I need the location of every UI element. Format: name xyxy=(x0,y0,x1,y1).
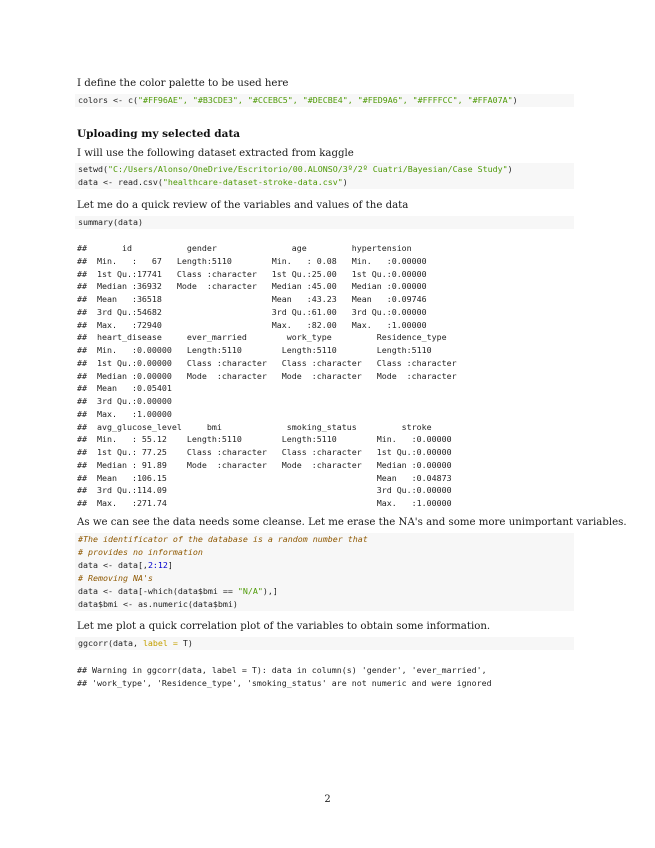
output-line: ## 3rd Qu.:54682 3rd Qu.:61.00 3rd Qu.:0.00000 xyxy=(77,306,427,317)
output-line: ## Max. :72940 Max. :82.00 Max. :1.00000 xyxy=(77,319,427,330)
output-line: ## 1st Qu.: 77.25 Class :character Class :character 1st Qu.:0.00000 xyxy=(77,447,452,457)
code-token: data <- data[-which(data$bmi == xyxy=(78,586,238,596)
output-line: ## Mean :0.05401 xyxy=(77,383,172,394)
review-intro-text: Let me do a quick review of the variables and values of the data xyxy=(77,200,409,211)
code-line xyxy=(78,94,574,107)
code-token: colors <- c( xyxy=(78,95,138,105)
cleanse-intro-text: As we can see the data needs some cleanse. Let me erase the NA's and some more unimportant variables. xyxy=(77,517,627,528)
output-line: ## Median :36932 Mode :character Median :45.00 Median :0.00000 xyxy=(77,281,427,292)
dataset-intro-text: I will use the following dataset extracted from kaggle xyxy=(77,148,354,159)
code-line: data$bmi <- as.numeric(data$bmi) xyxy=(78,599,238,609)
output-line: ## Mean :106.15 Mean :0.04873 xyxy=(77,472,452,483)
warning-output xyxy=(77,664,492,690)
code-line xyxy=(78,637,574,650)
output-line: ## Warning in ggcorr(data, label = T): data in column(s) 'gender', 'ever_married', xyxy=(77,665,487,675)
output-line: ## 1st Qu.:0.00000 Class :character Class :character Class :character xyxy=(77,357,457,368)
summary-code-block xyxy=(75,216,574,229)
code-comment: # Removing NA's xyxy=(78,573,153,583)
code-string: "#FF96AE", "#B3CDE3", "#CCEBC5", "#DECBE4", "#FED9A6", "#FFFFCC", "#FFA07A" xyxy=(137,95,513,105)
palette-intro-text: I define the color palette to be used here xyxy=(77,78,289,89)
output-line: ## 3rd Qu.:114.09 3rd Qu.:0.00000 xyxy=(77,485,452,496)
output-line: ## avg_glucose_level bmi smoking_status stroke xyxy=(77,421,432,432)
setwd-code-block xyxy=(75,163,574,189)
code-line: summary(data) xyxy=(78,217,143,227)
code-comment: #The identificator of the database is a random number that xyxy=(78,534,368,544)
colors-code-block xyxy=(75,94,574,107)
code-token: T) xyxy=(182,638,193,648)
code-token: data <- read.csv( xyxy=(78,177,163,187)
plot-intro-text: Let me plot a quick correlation plot of the variables to obtain some information. xyxy=(77,621,491,632)
code-token: setwd( xyxy=(78,164,108,174)
code-token: ggcorr(data, xyxy=(78,638,143,648)
code-string: "N/A" xyxy=(237,586,263,596)
upload-heading: Uploading my selected data xyxy=(77,128,241,140)
output-line: ## Median :0.00000 Mode :character Mode :character Mode :character xyxy=(77,370,457,381)
output-line: ## Max. :1.00000 xyxy=(77,408,172,419)
output-line: ## Min. : 55.12 Length:5110 Length:5110 Min. :0.00000 xyxy=(77,434,452,445)
code-token: ),] xyxy=(262,586,278,596)
code-line xyxy=(78,176,574,189)
output-line: ## Median : 91.89 Mode :character Mode :character Median :0.00000 xyxy=(77,459,452,470)
cleanse-code-block xyxy=(75,533,574,611)
summary-output xyxy=(77,242,457,510)
code-comment: # provides no information xyxy=(78,547,203,557)
code-string: "healthcare-dataset-stroke-data.csv" xyxy=(162,177,343,187)
output-line: ## id gender age hypertension xyxy=(77,243,412,253)
code-line xyxy=(78,163,574,176)
output-line: ## heart_disease ever_married work_type Residence_type xyxy=(77,332,447,343)
output-line: ## Min. : 67 Length:5110 Min. : 0.08 Min. :0.00000 xyxy=(77,255,427,266)
code-argument: label = xyxy=(142,638,183,648)
code-token: data <- data[, xyxy=(78,560,148,570)
ggcorr-code-block xyxy=(75,637,574,650)
output-line: ## Mean :36518 Mean :43.23 Mean :0.09746 xyxy=(77,294,427,304)
code-token: ] xyxy=(167,560,173,570)
page-number: 2 xyxy=(324,794,331,805)
code-string: "C:/Users/Alonso/OneDrive/Escritorio/00.ALONSO/3º/2º Cuatri/Bayesian/Case Study" xyxy=(107,164,508,174)
output-line: ## 'work_type', 'Residence_type', 'smoking_status' are not numeric and were ignored xyxy=(77,677,492,688)
output-line: ## Max. :271.74 Max. :1.00000 xyxy=(77,498,452,508)
output-line: ## 3rd Qu.:0.00000 xyxy=(77,396,172,406)
code-token: ) xyxy=(507,164,513,174)
code-number: 2:12 xyxy=(147,560,168,570)
code-token: ) xyxy=(512,95,518,105)
code-line xyxy=(78,585,574,598)
output-line: ## Min. :0.00000 Length:5110 Length:5110 Length:5110 xyxy=(77,345,432,355)
output-line: ## 1st Qu.:17741 Class :character 1st Qu.:25.00 1st Qu.:0.00000 xyxy=(77,268,427,279)
code-line xyxy=(78,559,574,572)
code-token: ) xyxy=(342,177,348,187)
